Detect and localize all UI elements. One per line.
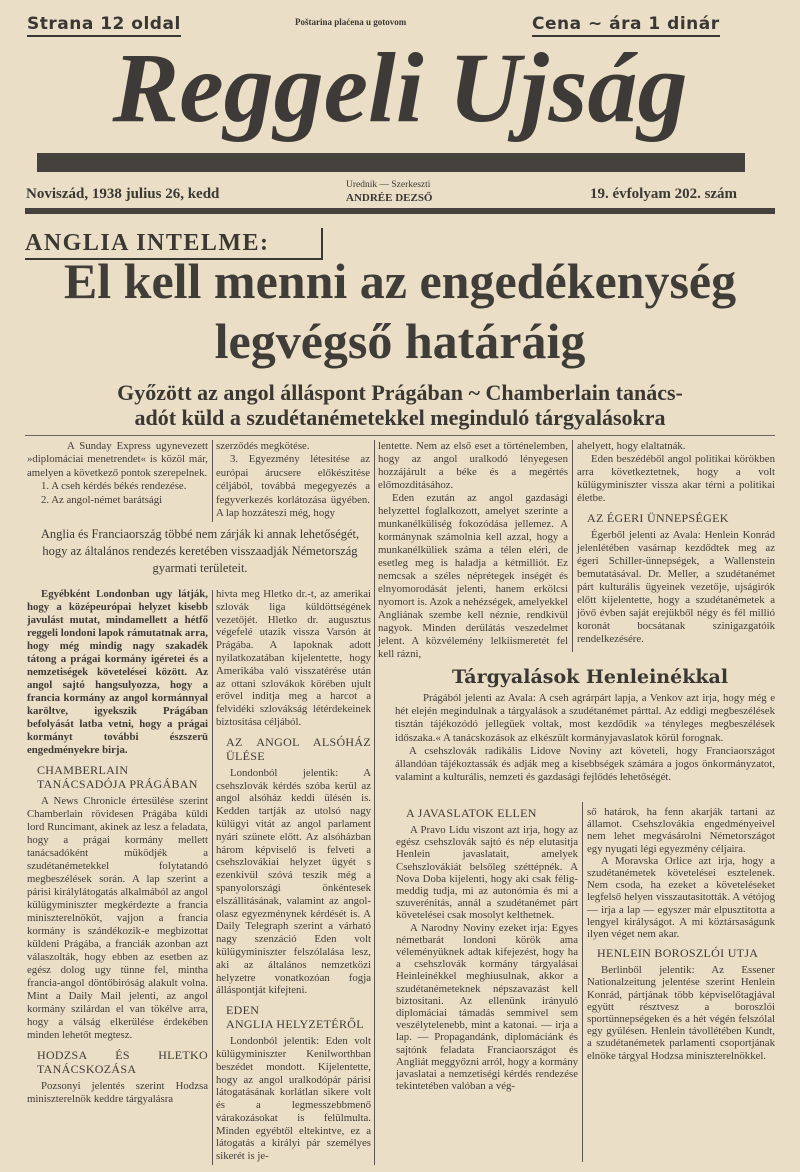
- paragraph: A Narodny Noviny ezeket irja: Egyes németbarát londoni körök ama véleményüknek adtak kifejezést, hogy ha a csehszlovák kormány tárgyalásai Heinleinékkel meghiusulnak, akkor a szudétanémeteknek népszavazást kell biztositani. Az ellenünk irányuló diplomáciai támadás semmivel sem veszélytelenebb, mint a katonai. — irja a lap. — Propagandánk, diplomáciánk és sajtónk feladata Franciaországot és Angliát meggyőzni arról, hogy a kormány javaslatai a nemzetiségi kérdés rendezése tekintetében valóban a vég-: [396, 921, 578, 1093]
- rule: [25, 435, 775, 436]
- headline-line-2: [0, 312, 800, 370]
- section-heading: AZ ANGOL ALSÓHÁZ ÜLÉSE: [226, 734, 371, 763]
- paragraph: A Pravo Lidu viszont azt irja, hogy az egész csehszlovák sajtó és nép elutasitja Henlein javaslatait, amelyek Csehszlovákiát belsőleg széttépnék. A Nova Doba kijelenti, hogy aki csak félig-meddig tudja, mi az autonómia és mi a szuverénitás, annál a szudétanémet párt követelései csak mosolyt kelthetnek.: [396, 824, 578, 922]
- article-col4: [587, 806, 775, 1062]
- paragraph: A Sunday Express ugynevezett »diplomáciai menetrendet« is közöl már, amelyen a következő pontok szerepelnek.: [27, 440, 208, 479]
- headline-text-1: El kell menni az engedékenység: [63, 253, 737, 309]
- paragraph: A News Chronicle értesülése szerint Chamberlain rövidesen Prágába küldi lord Runcimant, akinek az lesz a feladata, hogy a prágai kormány mellett tanácsadóként müködjék a szudétanémetekkel folytatandó megbeszélések során. A lap szerint a párisi királylátogatás alkalmából az angol külügyminiszter megkérdezte a francia miniszterelnököt, vajjon a francia kormány is szándékozik-e megbizottat küldeni Prágába, a franciák azonban azt válaszolták, hogy ebben az esetben az egész dolog ugy tünne fel, mintha francia-angol döntőbiróság alakult volna. Mint a Daily Mail jelenti, az angol kormány szilárdan el van tökélve arra, hogy a válság elkerülése érdekében minden lehetőt megtesz.: [27, 795, 208, 1041]
- paragraph: hivta meg Hletko dr.-t, az amerikai szlovák liga küldöttségének vezetőjét. Hletko dr. augusztus végefelé utazik vissza Varsón át Prágába. A lapoknak adott nyilatkozatában kijelentette, hogy Amerikába való visszatérése után az ottani szlovákok körében ujult erővel inditja meg a harcot a felvidéki szlovákság létérdekeinek biztositása céljából.: [216, 588, 371, 728]
- paragraph: Pozsonyi jelentés szerint Hodzsa miniszterelnök keddre tárgyalásra: [27, 1080, 208, 1105]
- column-rule: [212, 440, 213, 522]
- postage-note: Poštarina plaćena u gotovom: [295, 17, 407, 27]
- section-heading: EDEN: [226, 1003, 260, 1018]
- article-col1-top: [27, 440, 208, 507]
- column-rule: [572, 440, 573, 652]
- column-rule: [212, 590, 213, 1165]
- headline-line-1: [0, 252, 800, 310]
- paragraph: Londonból jelentik: A csehszlovák kérdés szóba kerül az angol alsóház keddi ülésén is. Kedden tartják az utolsó nagy külügyi vitát az angol parlament nyári szünete előtt. Az alsóházban három képviselő is felveti a csehszlovákiai helyzet ügyét s ezenkivül szóvá teszik még a spanyolországi önkéntesek elszállitásának, valamint az angol-olasz egyezménynek kérdését is. A Daily Telegraph szerint a várható nagy szenzáció Eden volt külügyminiszter felszólalása lesz, aki az általános nemzetközi helyzetre vonatkozóan fogja álláspontját kifejteni.: [216, 766, 371, 997]
- section-heading: CHAMBERLAIN TANÁCSADÓJA PRÁGÁBAN: [37, 763, 198, 791]
- price: Cena ~ ára 1 dinár: [532, 14, 720, 37]
- paragraph: 3. Egyezmény létesitése az európai árucsere előkészitése céljából, továbbá megegyezés a fegyverkezés korlátozása ügyében. A lap hozzáteszi még, hogy: [216, 453, 370, 520]
- place-date: Noviszád, 1938 julius 26, kedd: [26, 186, 220, 202]
- masthead-bar: [37, 153, 745, 172]
- section-heading: ANGLIA HELYZETÉRŐL: [226, 1017, 364, 1032]
- masthead-title: Reggeli Ujság: [112, 32, 688, 143]
- paragraph: Londonból jelentik: Eden volt külügyminiszter Kenilworthban beszédet mondott. Kijelentette, hogy az angol uralkodópár párisi látogatásának korlátlan sikere volt és a legmesszebbmenő várakozásokat is felülmulta. Minden egyébtől eltekintve, ez a látogatás a királyi pár személyes sikerét is je-: [216, 1035, 371, 1163]
- paragraph: ahelyett, hogy elaltatnák.: [577, 440, 686, 452]
- page-count: Strana 12 oldal: [27, 14, 181, 37]
- headline-text-2: legvégső határáig: [214, 313, 586, 369]
- article-col3-top: [378, 440, 568, 661]
- pull-quote: Anglia és Franciaország többé nem zárják ki annak lehetőségét, hogy az általános rendezés keretében visszaadják Németország gyarmati területeit.: [40, 527, 360, 575]
- issue-number: 19. évfolyam 202. szám: [590, 186, 738, 202]
- column-rule: [582, 802, 583, 1162]
- kicker: ANGLIA INTELME:: [25, 230, 270, 256]
- subhead-line-2: adót küld a szudétanémetekkel meginduló tárgyalásokra: [134, 405, 666, 430]
- subhead-line-1: Győzött az angol álláspont Prágában ~ Chamberlain tanács-: [117, 380, 683, 405]
- paragraph: Berlinből jelentik: Az Essener Nationalzeitung jelentése szerint Henlein Konrád, pártjának több képviselőtagjával együtt résztvesz a boroszlói sportünnepségeken és a hét végén felszólal egy gyülésen. Henlein távollétében Kundt, a szudétanémetek parlamenti csoportjának elnöke tárgyal Hodzsa miniszterelnökkel.: [587, 964, 775, 1062]
- article-col2-top: [216, 440, 370, 520]
- paragraph: Eden ezután az angol gazdasági helyzettel foglalkozott, amelyet szerinte a munkanélküliség fokozódása jellemez. A kormánynak számolnia kell azzal, hogy a munkanélküliek száma a télen eléri, de esetleg meg is haladja a kétmilliót. Ez nemcsak a széles néprétegek inségét és elnyomorodását jelenti, hanem erkölcsi nyomort is. Azok a nehézségek, amelyekkel Angliának szembe kell néznie, rendkivül nagyok. Minden derülátás veszedelmet jelent. A közvélemény lelkiismeretét fel kell rázni,: [378, 492, 568, 660]
- editor-label: Urednik — Szerkeszti: [346, 180, 431, 190]
- dateline-rule: [25, 208, 775, 214]
- paragraph: A csehszlovák radikális Lidove Noviny azt követeli, hogy Franciaországot állandóan tájékoztassák és adják meg a kisebbségek számára a jogos önkormányzatot, valamint a kulturális, nemzeti és gazdasági fejlődés lehetőségét.: [395, 744, 775, 784]
- paragraph: lentette. Nem az első eset a történelemben, hogy az angol uralkodó lényegesen hozzájárult a béke és a megértés előmozditásához.: [378, 440, 568, 491]
- editor-name: ANDRÉE DEZSŐ: [346, 192, 433, 204]
- section-heading: HENLEIN BOROSZLÓI UTJA: [597, 946, 759, 961]
- article-henlein: [395, 692, 775, 784]
- section-heading: HODZSA ÉS HLETKO TANÁCSKOZÁSA: [37, 1048, 208, 1076]
- paragraph: A Moravska Orlice azt irja, hogy a szudétanémetek követelései esztelenek. Nem csoda, ha ezeket a követeléseket legfelső helyen visszautasitották. A vétójog — irja a lap — egyszer már elpusztitotta a lengyel királyságot. A mi köztársaságunk ilyen véget nem akar.: [587, 854, 775, 941]
- paragraph: Égerből jelenti az Avala: Henlein Konrád jelenlétében vasárnap kezdődtek meg az égeri Schiller-ünnepségek, a Wallenstein bemutatásával. Dr. Meller, a szudétanémet párt kulturális ügyeinek vezetője, ujságirók előtt kijelentette, hogy a szudétanémetek a jövő évben saját erejükből négy és fél millió koronát bocsátanak szinigazgatóik rendelkezésére.: [577, 529, 775, 645]
- paragraph: szerződés megkötése.: [216, 440, 310, 452]
- article-col4-top: [577, 440, 775, 646]
- section-title-henlein: Tárgyalások Henleinékkal: [451, 666, 729, 688]
- article-col3: [396, 806, 578, 1092]
- article-col1: [27, 588, 208, 1106]
- paragraph: Eden beszédéből angol politikai körökben arra következtetnek, hogy a volt külügyminiszter vissza akar térni a politikai életbe.: [577, 453, 775, 504]
- paragraph: 1. A cseh kérdés békés rendezése.: [41, 480, 187, 493]
- paragraph: ső határok, ha fenn akarják tartani az államot. Csehszlovákia engedményeivel nem lehet megvásárolni Németországot egy nyugati légi egyezmény céljaira.: [587, 806, 775, 855]
- section-heading: A JAVASLATOK ELLEN: [406, 806, 537, 820]
- paragraph: 2. Az angol-német barátsági: [41, 493, 163, 506]
- column-rule: [374, 440, 375, 1165]
- section-heading: AZ ÉGERI ÜNNEPSÉGEK: [587, 511, 729, 525]
- article-col2: [216, 588, 371, 1163]
- paragraph: Prágából jelenti az Avala: A cseh agrárpárt lapja, a Venkov azt irja, hogy még e hét elején megindulnak a tárgyalások a szudétanémet párttal. Az eddigi megbeszélések tisztán tájékozódó jellegüek voltak, most kezdődik »a tényleges megbeszélések időszaka.« A tanácskozások az elkészült kormányjavaslatok körül forognak.: [395, 692, 775, 744]
- paragraph: Egyébként Londonban ugy látják, hogy a középeurópai helyzet kisebb javulást mutat, mindamellett a hétfő reggeli londoni lapok rámutatnak arra, hogy még mindig nagy szakadék tátong a prágai kormány igéretei és a nemzetiségek követelései között. Az angol sajtó hangsulyozza, hogy a francia kormány az angol kormánnyal karöltve, igyekszik Prágában befolyását latba vetni, hogy a prágai kormányt további észszerü engedményekre birja.: [27, 588, 208, 756]
- masthead: [40, 28, 760, 148]
